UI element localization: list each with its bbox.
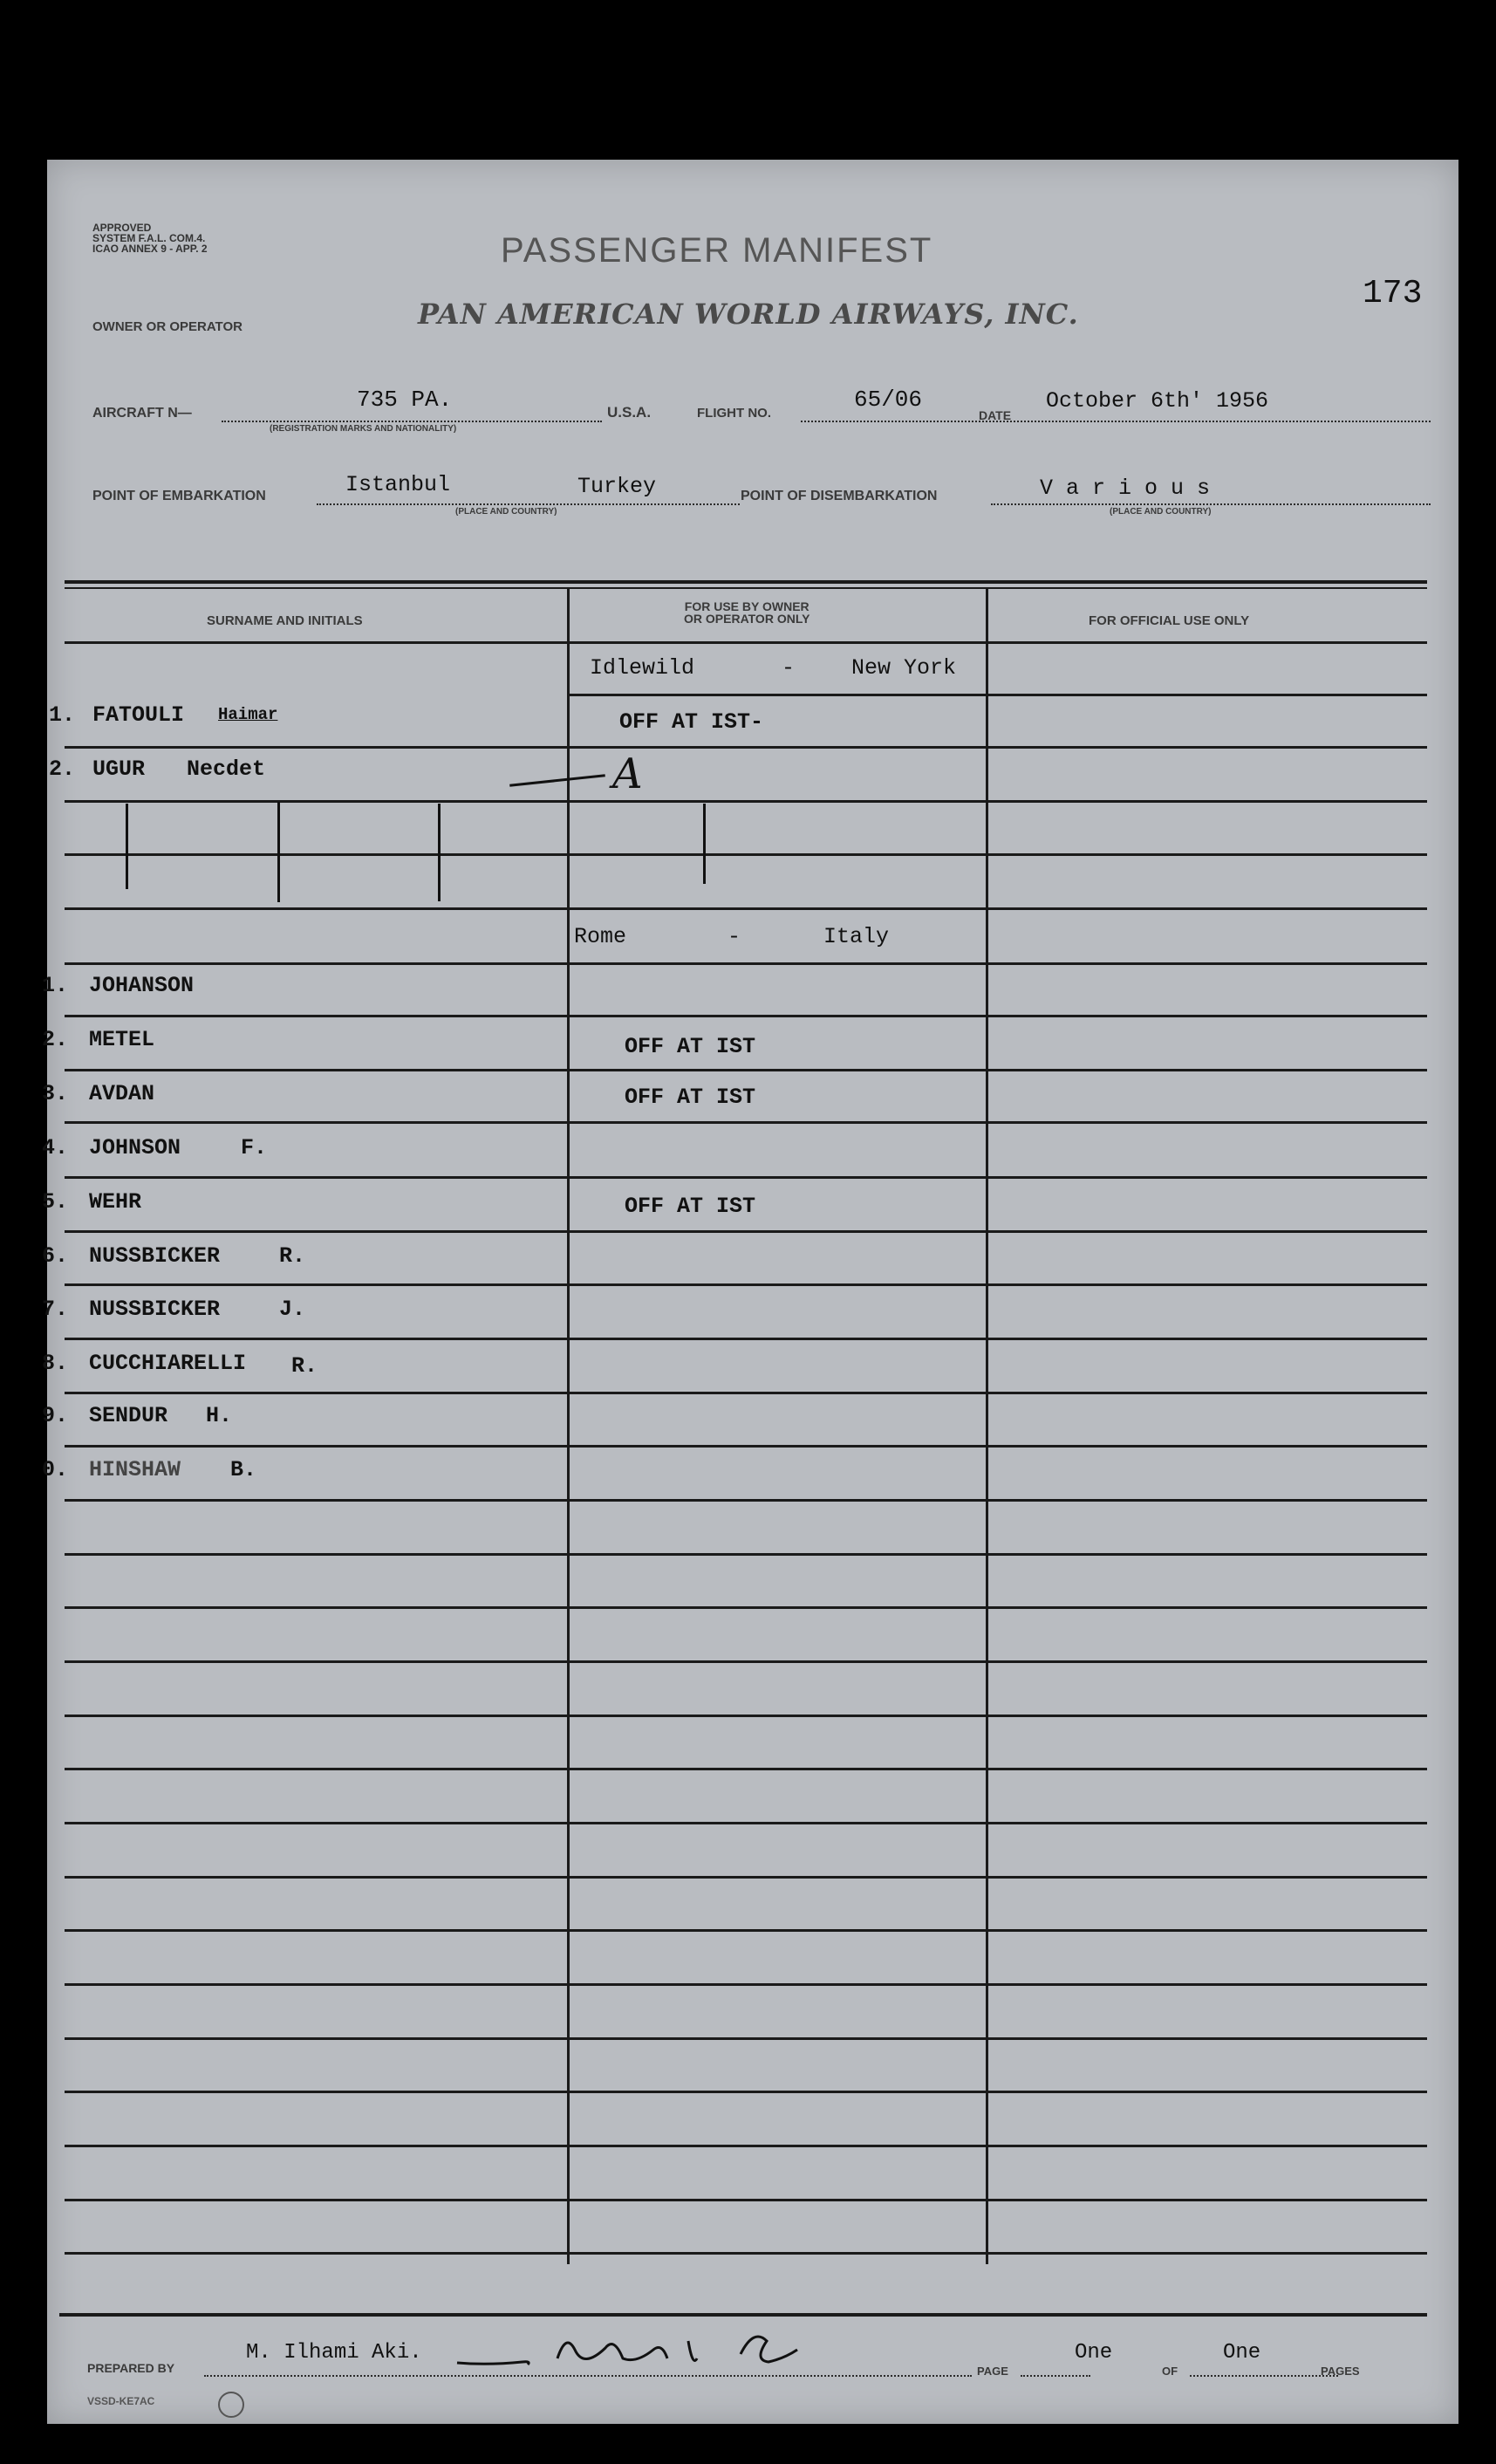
passenger-surname: HINSHAW <box>89 1457 181 1482</box>
column-header-owner <box>684 600 809 625</box>
disembarkation-sublabel: (PLACE AND COUNTRY) <box>1110 507 1212 517</box>
row-rule <box>65 2199 1427 2201</box>
route-from: Rome <box>574 924 627 949</box>
row-rule <box>65 1983 1427 1986</box>
passenger-given-name: H. <box>206 1403 233 1428</box>
passenger-surname: METEL <box>89 1027 155 1052</box>
row-rule <box>65 907 1427 910</box>
signature-image <box>453 2324 871 2385</box>
passenger-given-name: R. <box>291 1353 318 1379</box>
disembarkation-value: V a r i o u s <box>1040 476 1211 501</box>
row-rule <box>65 1876 1427 1879</box>
row-rule <box>65 962 1427 965</box>
column-header-official: FOR OFFICIAL USE ONLY <box>1089 613 1250 628</box>
passenger-note: OFF AT IST- <box>619 709 764 735</box>
passenger-surname: FATOULI <box>92 702 185 728</box>
passenger-surname: SENDUR <box>89 1403 168 1428</box>
strike-mark <box>509 774 605 786</box>
passenger-number: 9. <box>42 1403 69 1428</box>
route-separator: - <box>782 655 796 681</box>
column-divider-2 <box>986 587 988 2264</box>
passenger-number: 2. <box>49 756 76 782</box>
row-rule <box>65 1230 1427 1233</box>
disembarkation-underline <box>991 503 1431 505</box>
row-rule <box>65 2252 1427 2255</box>
route-from: Idlewild <box>590 655 695 681</box>
passenger-given-name: Necdet <box>187 756 266 782</box>
manifest-sheet <box>42 160 1458 2424</box>
row-rule <box>65 1499 1427 1502</box>
page-underline <box>1021 2374 1090 2377</box>
route-separator: - <box>728 924 741 949</box>
passenger-note: OFF AT IST <box>625 1034 756 1059</box>
row-rule <box>65 800 1427 803</box>
passenger-given-name: F. <box>241 1135 268 1160</box>
flight-label: FLIGHT NO. <box>697 406 771 421</box>
approval-line: APPROVED <box>92 222 152 234</box>
passenger-number: 5. <box>42 1189 69 1215</box>
approval-line: ICAO ANNEX 9 - APP. 2 <box>92 243 208 255</box>
row-rule <box>65 1015 1427 1017</box>
row-rule <box>569 694 1427 696</box>
passenger-number: 2. <box>42 1027 69 1052</box>
passenger-number: 7. <box>42 1297 69 1322</box>
table-bottom-rule <box>59 2313 1427 2317</box>
page-value: One <box>1075 2341 1113 2365</box>
table-top-rule <box>65 580 1427 584</box>
row-rule <box>65 1606 1427 1609</box>
passenger-surname: CUCCHIARELLI <box>89 1351 247 1376</box>
operator-name: PAN AMERICAN WORLD AIRWAYS, INC. <box>418 298 1079 331</box>
passenger-given-name: B. <box>230 1457 257 1482</box>
passenger-surname: NUSSBICKER <box>89 1243 221 1269</box>
row-rule <box>65 853 1427 856</box>
of-underline <box>1190 2374 1338 2377</box>
passenger-surname: NUSSBICKER <box>89 1297 221 1322</box>
row-rule <box>65 641 1427 644</box>
aircraft-underline <box>222 420 602 422</box>
prepared-by-label: PREPARED BY <box>87 2361 175 2375</box>
passenger-note: OFF AT IST <box>625 1085 756 1110</box>
passenger-surname: JOHNSON <box>89 1135 181 1160</box>
aircraft-label: AIRCRAFT N— <box>92 406 192 421</box>
row-rule <box>65 1445 1427 1448</box>
country-label: U.S.A. <box>607 404 652 421</box>
aircraft-value: 735 PA. <box>357 387 453 413</box>
prepared-by-value: M. Ilhami Aki. <box>246 2341 422 2365</box>
passenger-surname: JOHANSON <box>89 973 195 998</box>
passenger-surname: WEHR <box>89 1189 142 1215</box>
passenger-given-name: Haimar <box>218 705 278 724</box>
passenger-number: 1. <box>42 973 69 998</box>
row-rule <box>65 1338 1427 1340</box>
strike-mark <box>438 804 441 901</box>
column-header-owner-line: OR OPERATOR ONLY <box>684 612 810 626</box>
page-label: PAGE <box>977 2365 1008 2378</box>
row-rule <box>65 2037 1427 2040</box>
row-rule <box>65 1283 1427 1286</box>
owner-label: OWNER OR OPERATOR <box>92 319 243 334</box>
passenger-note: OFF AT IST <box>625 1194 756 1219</box>
strike-mark <box>277 802 280 902</box>
embarkation-sublabel: (PLACE AND COUNTRY) <box>455 507 557 517</box>
of-value: One <box>1223 2341 1261 2365</box>
passenger-given-name: J. <box>279 1297 306 1322</box>
embarkation-city: Istanbul <box>345 472 451 497</box>
row-rule <box>65 1660 1427 1663</box>
form-code: VSSD-KE7AC <box>87 2395 155 2407</box>
column-header-surname: SURNAME AND INITIALS <box>207 613 363 628</box>
passenger-surname: AVDAN <box>89 1081 155 1106</box>
row-rule <box>65 1176 1427 1179</box>
row-rule <box>65 1392 1427 1394</box>
row-rule <box>65 1715 1427 1717</box>
row-rule <box>65 1822 1427 1824</box>
page-stamp-number: 173 <box>1363 275 1423 312</box>
row-rule <box>65 1553 1427 1556</box>
date-value: October 6th' 1956 <box>1046 388 1269 414</box>
approval-note <box>92 222 208 254</box>
pages-label: PAGES <box>1321 2365 1360 2378</box>
row-rule <box>65 746 1427 749</box>
flight-value: 65/06 <box>854 387 923 413</box>
union-seal-icon <box>218 2392 244 2418</box>
row-rule <box>65 1069 1427 1071</box>
row-rule <box>65 2091 1427 2093</box>
passenger-number: 1. <box>49 702 76 728</box>
row-rule <box>65 1768 1427 1770</box>
of-label: OF <box>1162 2365 1178 2378</box>
passenger-number: 8. <box>42 1351 69 1376</box>
passenger-number: 6. <box>42 1243 69 1269</box>
passenger-surname: UGUR <box>92 756 146 782</box>
embarkation-label: POINT OF EMBARKATION <box>92 489 266 503</box>
date-label: DATE <box>979 408 1012 422</box>
handwritten-mark: A <box>612 749 643 798</box>
passenger-number: 0. <box>42 1457 69 1482</box>
row-rule <box>65 1121 1427 1124</box>
approval-line: SYSTEM F.A.L. COM.4. <box>92 232 206 244</box>
date-underline <box>1021 420 1431 422</box>
route-to: Italy <box>823 924 890 949</box>
column-header-owner-line: FOR USE BY OWNER <box>684 599 809 613</box>
table-top-rule-2 <box>65 587 1427 589</box>
strike-mark <box>703 804 706 884</box>
passenger-number: 3. <box>42 1081 69 1106</box>
column-divider-1 <box>567 587 570 2264</box>
row-rule <box>65 1929 1427 1932</box>
embarkation-country: Turkey <box>577 474 657 499</box>
page-title: PASSENGER MANIFEST <box>501 231 933 270</box>
route-to: New York <box>851 655 957 681</box>
disembarkation-label: POINT OF DISEMBARKATION <box>741 489 938 503</box>
strike-mark <box>126 804 128 889</box>
passenger-number: 4. <box>42 1135 69 1160</box>
embarkation-underline <box>317 503 740 505</box>
row-rule <box>65 2145 1427 2147</box>
aircraft-sublabel: (REGISTRATION MARKS AND NATIONALITY) <box>270 424 457 434</box>
passenger-given-name: R. <box>279 1243 306 1269</box>
